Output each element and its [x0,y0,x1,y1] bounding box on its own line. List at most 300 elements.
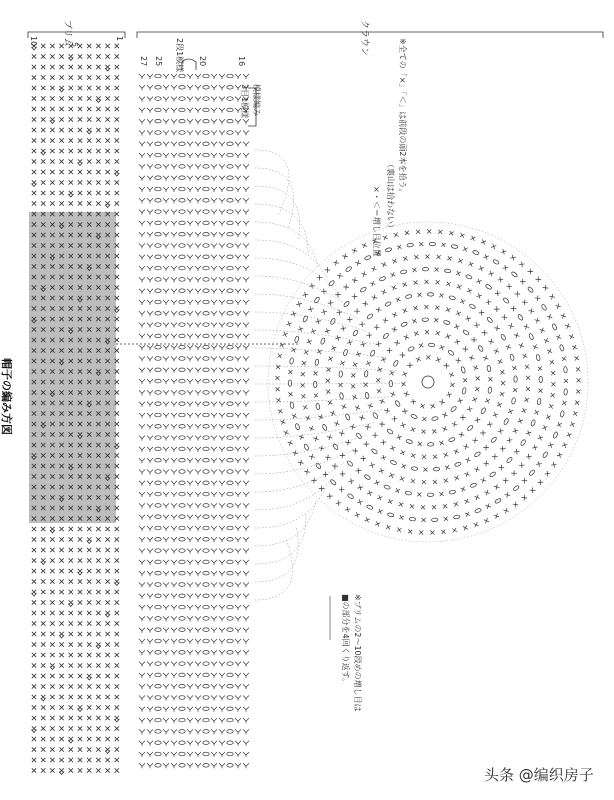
chain-stitch [179,594,185,598]
crown-stitch-mark [195,119,201,122]
crown-stitch-mark [219,503,225,506]
round-x-stitch [557,452,562,457]
round-x-stitch [519,261,525,267]
round-x-stitch [286,321,291,326]
crown-stitch-mark [195,266,201,269]
crown-stitch-mark [171,594,177,597]
stitch-x-mark [87,201,91,205]
chain-stitch [155,662,161,666]
round-x-stitch [456,311,461,316]
round-x-stitch [379,421,385,427]
round-x-stitch [488,377,492,381]
round-x-stitch [550,393,554,397]
crown-stitch-mark [235,74,241,77]
crown-stitch-mark [147,300,153,303]
round-x-stitch [465,457,470,462]
round-x-stitch [389,473,394,478]
crown-stitch-mark [195,74,201,77]
crown-stitch-mark [243,583,249,586]
crown-stitch-mark [147,266,153,269]
round-x-stitch [533,344,538,349]
chain-stitch [155,538,161,542]
stitch-x-mark [59,75,63,79]
round-x-stitch [549,294,555,300]
round-x-stitch [339,487,345,493]
stitch-x-mark [87,695,91,699]
stitch-x-mark [96,548,100,552]
round-x-stitch [385,408,391,414]
crown-stitch-mark [211,458,217,461]
stitch-x-mark [50,558,54,562]
crown-stitch-mark [171,526,177,529]
stitch-x-mark [41,653,45,657]
crown-stitch-mark [235,402,241,405]
stitch-x-mark [87,621,91,625]
round-chain-stitch [514,376,518,383]
stitch-x-mark [115,548,119,552]
round-x-stitch [522,408,527,413]
round-chain-stitch [503,297,510,304]
crown-stitch-mark [235,187,241,190]
crown-stitch-mark [211,481,217,484]
crown-stitch-mark [243,142,249,145]
chain-stitch [203,425,209,429]
round-x-stitch [374,324,380,330]
crown-stitch-mark [171,97,177,100]
guide-arc [255,539,293,600]
crown-stitch-mark [147,164,153,167]
crown-stitch-mark [171,650,177,653]
round-x-stitch [544,338,549,343]
crown-stitch-mark [195,176,201,179]
guide-arc [255,513,306,564]
stitch-x-mark [78,653,82,657]
stitch-x-mark [87,758,91,762]
crown-stitch-mark [147,458,153,461]
crown-stitch-mark [195,707,201,710]
round-chain-stitch [406,439,413,444]
round-x-stitch [405,231,410,236]
crown-stitch-mark [187,119,193,122]
chain-stitch [203,718,209,722]
crown-stitch-mark [147,357,153,360]
chain-stitch [227,153,233,157]
chain-stitch [227,639,233,643]
stitch-x-mark [105,621,109,625]
chain-stitch [179,696,185,700]
round-chain-stitch [347,460,354,467]
page-title: 帽子の編み方図 [0,358,13,435]
chain-stitch [155,187,161,191]
crown-stitch-mark [195,729,201,732]
chain-stitch [227,436,233,440]
crown-stitch-mark [163,131,169,134]
chain-stitch [155,232,161,236]
round-x-stitch [325,455,331,461]
chain-stitch [179,470,185,474]
guide-arc [255,487,326,528]
crown-stitch-mark [187,492,193,495]
stitch-x-mark [69,705,73,709]
stitch-x-mark [87,569,91,573]
round-chain-stitch [320,338,325,345]
crown-stitch-mark [187,662,193,665]
crown-stitch-mark [219,583,225,586]
round-x-stitch [375,521,380,526]
chain-stitch [227,594,233,598]
crown-stitch-mark [187,368,193,371]
crown-stitch-mark [235,244,241,247]
crown-stitch-mark [171,119,177,122]
chain-stitch [227,379,233,383]
crown-stitch-mark [163,650,169,653]
chain-stitch [227,549,233,553]
stitch-x-mark [41,737,45,741]
round-x-stitch [368,403,373,408]
round-chain-stitch [345,413,351,420]
round-x-stitch [433,480,437,484]
stitch-x-mark [78,621,82,625]
crown-stitch-mark [171,176,177,179]
crown-stitch-mark [243,221,249,224]
round-x-stitch [425,255,429,259]
crown-stitch-mark [235,571,241,574]
increase-mark [105,68,110,71]
round-chain-stitch [370,350,376,357]
round-x-stitch [411,453,416,458]
crown-stitch-mark [211,108,217,111]
stitch-x-mark [59,96,63,100]
crown-stitch-mark [187,560,193,563]
crown-stitch-mark [139,741,145,744]
chain-stitch [179,165,185,169]
chain-stitch [203,492,209,496]
crown-stitch-mark [163,673,169,676]
round-x-stitch [414,255,418,259]
crown-stitch-mark [195,289,201,292]
crown-stitch-mark [235,583,241,586]
crown-stitch-mark [235,447,241,450]
round-x-stitch [445,334,450,339]
round-x-stitch [576,367,580,371]
crown-stitch-mark [171,131,177,134]
round-x-stitch [538,366,542,370]
round-x-stitch [555,303,560,308]
round-x-stitch [298,460,304,466]
round-x-stitch [573,411,578,416]
stitch-x-mark [50,705,54,709]
chain-stitch [227,718,233,722]
stitch-x-mark [78,86,82,90]
round-x-stitch [457,284,462,289]
stitch-x-mark [115,86,119,90]
crown-stitch-mark [219,153,225,156]
round-x-stitch [485,398,490,403]
chain-stitch [179,210,185,214]
crown-stitch-mark [163,289,169,292]
stitch-x-mark [41,527,45,531]
round-chain-stitch [405,294,412,299]
crown-stitch-mark [219,571,225,574]
round-chain-stitch [486,316,493,323]
crown-stitch-mark [187,176,193,179]
round-x-stitch [400,476,405,481]
round-x-stitch [494,306,500,312]
crown-stitch-mark [163,334,169,337]
round-x-stitch [419,343,424,348]
round-x-stitch [413,280,417,284]
crown-stitch-mark [139,413,145,416]
chain-stitch [203,153,209,157]
crown-stitch-mark [219,560,225,563]
chain-stitch [155,255,161,259]
stitch-x-mark [32,600,36,604]
stitch-x-mark [50,548,54,552]
round-x-stitch [432,429,436,433]
increase-mark [50,530,55,533]
crown-stitch-mark [195,741,201,744]
crown-stitch-mark [219,402,225,405]
round-x-stitch [543,285,549,291]
stitch-x-mark [50,54,54,58]
round-x-stitch [381,440,387,446]
crown-stitch-mark [139,594,145,597]
round-x-stitch [374,480,379,485]
crown-stitch-mark [139,752,145,755]
note-crown-line-1: ※全ての「×」「＜」は前段の頭2本を拾う。 [398,38,407,197]
round-x-stitch [488,271,493,276]
chain-stitch [203,74,209,78]
round-x-stitch [474,522,479,527]
stitch-x-mark [69,138,73,142]
crown-stitch-mark [187,594,193,597]
stitch-x-mark [78,684,82,688]
crown-stitch-mark [211,198,217,201]
round-x-stitch [439,345,444,350]
note-brim-line-2: ■の部分を4回くり返す。 [341,594,350,687]
crown-stitch-mark [163,718,169,721]
chain-stitch [227,266,233,270]
crown-stitch-mark [211,221,217,224]
chain-stitch [155,312,161,316]
crown-stitch-mark [171,549,177,552]
stitch-x-mark [32,537,36,541]
round-x-stitch [410,399,416,405]
stitch-x-mark [87,579,91,583]
crown-stitch-mark [171,413,177,416]
chain-stitch [203,458,209,462]
crown-stitch-mark [243,673,249,676]
crown-stitch-mark [235,639,241,642]
chain-stitch [179,391,185,395]
guide-arc [255,294,358,319]
increase-mark [41,698,46,701]
crown-stitch-mark [211,741,217,744]
crown-stitch-mark [139,232,145,235]
chain-stitch [155,368,161,372]
crown-stitch-mark [163,187,169,190]
stitch-x-mark [69,159,73,163]
stitch-x-mark [50,86,54,90]
stitch-x-mark [87,548,91,552]
crown-stitch-mark [139,210,145,213]
guide-arc [255,348,387,358]
crown-stitch-mark [147,447,153,450]
crown-stitch-mark [187,85,193,88]
chain-stitch [179,255,185,259]
stitch-x-mark [115,663,119,667]
chain-stitch [227,165,233,169]
stitch-x-mark [78,149,82,153]
chain-stitch [203,86,209,90]
round-chain-stitch [462,387,467,394]
round-x-stitch [352,294,358,300]
crown-stitch-mark [139,436,145,439]
round-x-stitch [444,363,450,369]
chain-stitch [227,176,233,180]
round-x-stitch [305,416,310,421]
stitch-x-mark [87,737,91,741]
chain-stitch [203,97,209,101]
stitch-x-mark [87,117,91,121]
stitch-x-mark [96,674,100,678]
stitch-x-mark [105,695,109,699]
crown-stitch-mark [163,277,169,280]
crown-stitch-mark [211,255,217,258]
round-chain-stitch [314,296,321,303]
crown-stitch-mark [235,560,241,563]
round-x-stitch [439,441,444,446]
crown-stitch-mark [195,628,201,631]
stitch-x-mark [41,569,45,573]
round-x-stitch [500,446,506,452]
stitch-x-mark [78,75,82,79]
crown-stitch-mark [147,277,153,280]
chain-stitch [155,345,161,349]
chain-stitch [203,391,209,395]
round-x-stitch [549,404,554,409]
chain-stitch [179,662,185,666]
round-x-stitch [338,383,342,387]
crown-stitch-mark [195,323,201,326]
stitch-x-mark [50,579,54,583]
crown-stitch-mark [163,537,169,540]
stitch-x-mark [96,758,100,762]
increase-mark [87,677,92,680]
crown-stitch-mark [147,515,153,518]
round-x-stitch [379,468,384,473]
crown-stitch-mark [163,198,169,201]
stitch-x-mark [87,44,91,48]
round-x-stitch [360,342,365,347]
chain-stitch [227,108,233,112]
round-chain-stitch [443,320,450,325]
round-chain-stitch [564,389,568,396]
crown-stitch-mark [163,605,169,608]
round-x-stitch [476,279,481,284]
round-x-stitch [383,318,389,324]
crown-stitch-mark [139,187,145,190]
crown-stitch-mark [195,131,201,134]
stitch-x-mark [59,170,63,174]
crown-stitch-mark [163,639,169,642]
stitch-x-mark [115,191,119,195]
round-x-stitch [508,409,513,414]
round-x-stitch [534,410,539,415]
round-x-stitch [473,365,478,370]
increase-mark [68,194,73,197]
crown-stitch-mark [219,368,225,371]
chain-stitch [227,131,233,135]
crown-stitch-mark [171,616,177,619]
crown-stitch-mark [195,345,201,348]
crown-stitch-mark [187,639,193,642]
round-x-stitch [423,468,427,472]
round-x-stitch [530,487,536,493]
crown-stitch-mark [139,266,145,269]
round-x-stitch [420,404,425,409]
stitch-x-mark [41,579,45,583]
stitch-x-mark [59,737,63,741]
chain-stitch [203,526,209,530]
crown-stitch-mark [171,729,177,732]
stitch-x-mark [78,107,82,111]
brim-col-number-1: 1 [115,36,124,42]
crown-stitch-mark [219,119,225,122]
round-x-stitch [376,378,380,382]
chain-stitch [155,221,161,225]
stitch-x-mark [32,674,36,678]
crown-stitch-mark [211,187,217,190]
crown-stitch-mark [171,763,177,766]
round-x-stitch [443,504,448,509]
crown-stitch-mark [243,526,249,529]
chain-stitch [155,199,161,203]
crown-stitch-mark [171,74,177,77]
crown-stitch-mark [243,571,249,574]
crown-stitch-mark [195,470,201,473]
round-x-stitch [317,349,322,354]
round-x-stitch [513,428,518,433]
round-x-stitch [551,371,555,375]
chain-stitch [203,662,209,666]
stitch-x-mark [69,201,73,205]
crown-stitch-mark [211,289,217,292]
round-x-stitch [381,357,386,362]
crown-stitch-mark [139,616,145,619]
crown-stitch-mark [139,515,145,518]
round-chain-stitch [422,267,428,271]
crown-stitch-mark [139,334,145,337]
round-chain-stitch [553,431,559,438]
round-x-stitch [514,291,520,297]
stitch-x-mark [69,716,73,720]
increase-mark [96,646,101,649]
stitch-x-mark [115,737,119,741]
crown-stitch-mark [235,741,241,744]
crown-stitch-mark [147,74,153,77]
crown-stitch-mark [211,357,217,360]
crown-stitch-mark [235,752,241,755]
stitch-x-mark [87,54,91,58]
stitch-x-mark [69,695,73,699]
round-x-stitch [404,391,409,396]
crown-stitch-mark [147,390,153,393]
chain-stitch [227,741,233,745]
round-x-stitch [569,334,574,339]
stitch-x-mark [69,170,73,174]
stitch-x-mark [115,726,119,730]
